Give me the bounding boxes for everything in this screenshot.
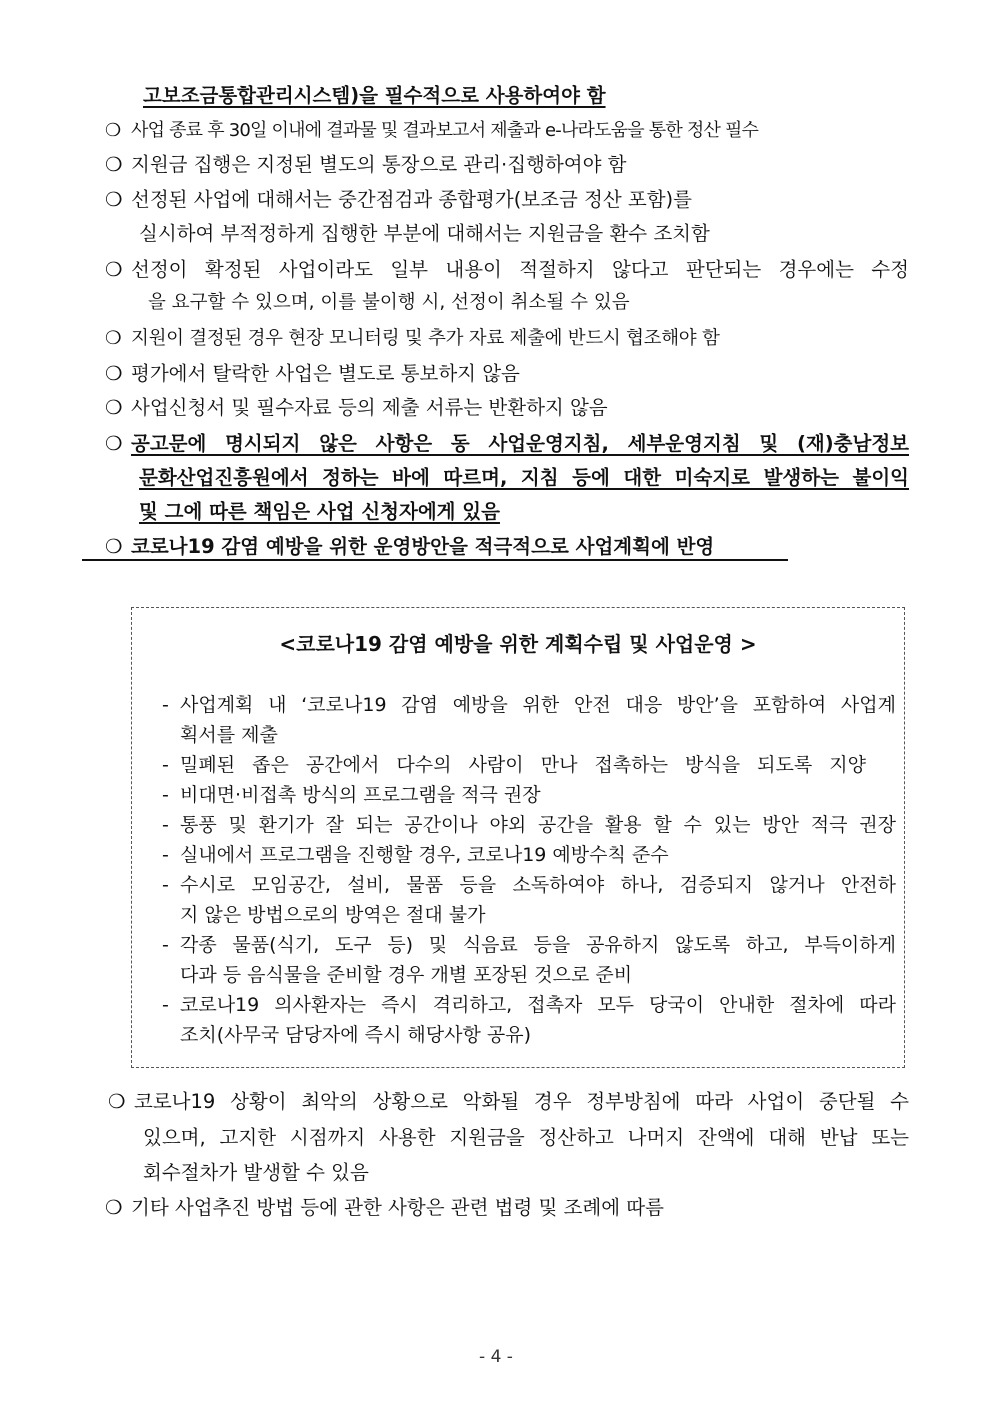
box-list-item: - 통풍 및 환기가 잘 되는 공간이나 야외 공간을 활용 할 수 있는 방안 적극 권장 [162,810,896,840]
dash-bullet-icon: - [162,784,169,806]
circle-bullet-icon: ❍ [105,396,123,419]
page-number: - 4 - [479,1347,513,1367]
box-list-item: - 수시로 모임공간, 설비, 물품 등을 소독하여야 하나, 검증되지 않거나 안전하 [162,870,896,900]
box-list-item: - 사업계획 내 ‘코로나19 감염 예방을 위한 안전 대응 방안’을 포함하여 사업계 [162,690,896,720]
box-list-item-continuation: 조치(사무국 담당자에 즉시 해당사항 공유) [180,1024,532,1046]
bullet-item-continuation: 있으며, 고지한 시점까지 사용한 지원금을 정산하고 나머지 잔액에 대해 반납 또는 [143,1126,909,1149]
dash-bullet-icon: - [162,754,169,776]
bullet-item-emphasis-continuation: 문화산업진흥원에서 정하는 바에 따르며, 지침 등에 대한 미숙지로 발생하는 불이익 [139,466,909,489]
covid-guideline-box [131,607,905,1068]
box-list-item-continuation: 지 않은 방법으로의 방역은 절대 불가 [180,904,486,926]
bullet-item: ❍ 코로나19 상황이 최악의 상황으로 악화될 경우 정부방침에 따라 사업이 중단될 수 [108,1086,909,1118]
bullet-item-emphasis-continuation: 및 그에 따른 책임은 사업 신청자에게 있음 [139,500,500,523]
circle-bullet-icon: ❍ [105,120,121,141]
circle-bullet-icon: ❍ [105,362,123,385]
dash-bullet-icon: - [162,874,169,896]
bullet-item-emphasis: ❍ 코로나19 감염 예방을 위한 운영방안을 적극적으로 사업계획에 반영 [105,531,714,563]
box-list-item-continuation: 획서를 제출 [180,724,278,746]
bullet-item: ❍ 선정된 사업에 대해서는 중간점검과 종합평가(보조금 정산 포함)를 [105,184,692,216]
bullet-item: ❍ 평가에서 탈락한 사업은 별도로 통보하지 않음 [105,358,520,390]
dash-bullet-icon: - [162,694,169,716]
dash-bullet-icon: - [162,934,169,956]
bullet-item-continuation: 실시하여 부적정하게 집행한 부분에 대해서는 지원금을 환수 조치함 [139,222,710,245]
box-list-item: - 실내에서 프로그램을 진행할 경우, 코로나19 예방수칙 준수 [162,840,669,870]
bullet-item: ❍ 지원금 집행은 지정된 별도의 통장으로 관리·집행하여야 함 [105,149,626,181]
circle-bullet-icon: ❍ [105,328,122,349]
box-list-item-continuation: 다과 등 음식물을 준비할 경우 개별 포장된 것으로 준비 [180,964,633,986]
box-list-item: - 밀폐된 좁은 공간에서 다수의 사람이 만나 접촉하는 방식을 되도록 지양 [162,750,866,780]
bullet-item-emphasis: ❍ 공고문에 명시되지 않은 사항은 동 사업운영지침, 세부운영지침 및 (재)충남정보 [105,428,909,460]
circle-bullet-icon: ❍ [105,432,123,455]
circle-bullet-icon: ❍ [105,258,123,281]
bullet-item-continuation: 을 요구할 수 있으며, 이를 불이행 시, 선정이 취소될 수 있음 [148,292,630,313]
bullet-item: ❍ 지원이 결정된 경우 현장 모니터링 및 추가 자료 제출에 반드시 협조해야 함 [105,323,720,355]
circle-bullet-icon: ❍ [105,188,123,211]
underline-rule [82,559,788,561]
box-list-item: - 각종 물품(식기, 도구 등) 및 식음료 등을 공유하지 않도록 하고, 부득이하게 [162,930,896,960]
box-list-item: - 코로나19 의사환자는 즉시 격리하고, 접촉자 모두 당국이 안내한 절차에 따라 [162,990,896,1020]
box-list-item: - 비대면·비접촉 방식의 프로그램을 적극 권장 [162,780,541,810]
bullet-item: ❍ 사업 종료 후 30일 이내에 결과물 및 결과보고서 제출과 e-나라도움을 통한 정산 필수 [105,115,758,147]
bullet-item: ❍ 선정이 확정된 사업이라도 일부 내용이 적절하지 않다고 판단되는 경우에는 수정 [105,254,909,286]
dash-bullet-icon: - [162,844,169,866]
circle-bullet-icon: ❍ [108,1090,126,1113]
paragraph-line: 고보조금통합관리시스템)을 필수적으로 사용하여야 함 [143,84,606,107]
dash-bullet-icon: - [162,814,169,836]
dash-bullet-icon: - [162,994,169,1016]
circle-bullet-icon: ❍ [105,1196,123,1219]
box-title: <코로나19 감염 예방을 위한 계획수립 및 사업운영 > [279,632,757,656]
circle-bullet-icon: ❍ [105,153,123,176]
bullet-item-continuation: 회수절차가 발생할 수 있음 [143,1161,369,1184]
bullet-item: ❍ 기타 사업추진 방법 등에 관한 사항은 관련 법령 및 조례에 따름 [105,1192,664,1224]
bullet-item: ❍ 사업신청서 및 필수자료 등의 제출 서류는 반환하지 않음 [105,392,608,424]
circle-bullet-icon: ❍ [105,535,123,558]
